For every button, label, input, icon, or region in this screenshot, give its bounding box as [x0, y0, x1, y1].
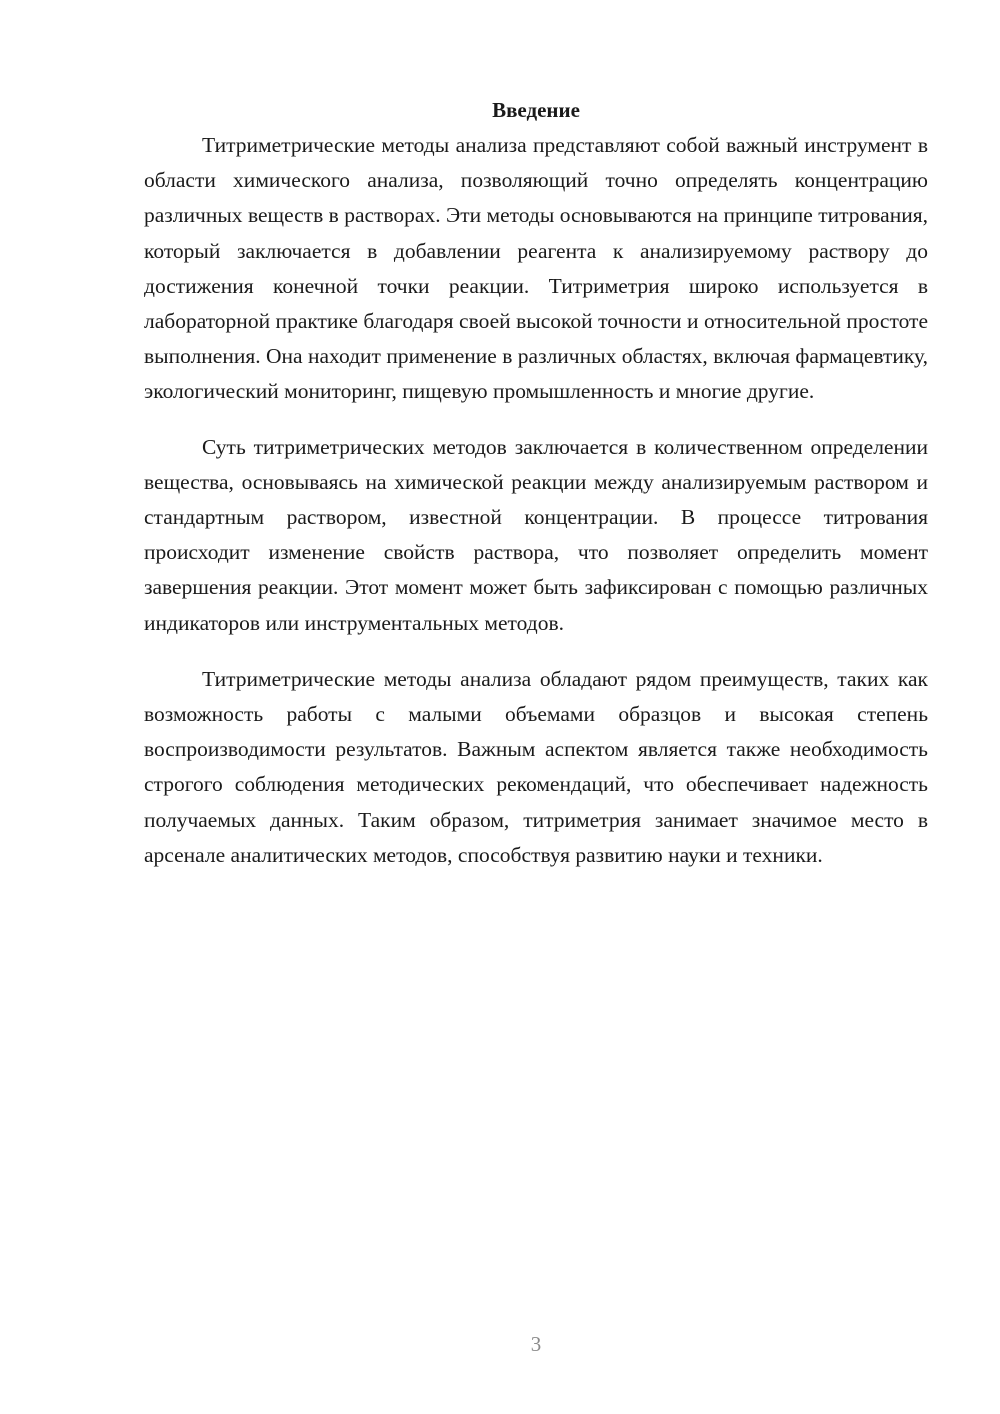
- paragraph-intro: Титриметрические методы анализа представляют собой важный инструмент в области химического анализа, позволяющий точно определять концентрацию различных веществ в растворах. Эти методы основываются на принципе титрования, который заключается в добавлении реагента к анализируемому раствору до достижения конечной точки реакции. Титриметрия широко используется в лабораторной практике благодаря своей высокой точности и относительной простоте выполнения. Она находит применение в различных областях, включая фармацевтику, экологический мониторинг, пищевую промышленность и многие другие.: [144, 133, 928, 404]
- section-title: Введение: [492, 98, 580, 122]
- page-number: 3: [530, 1332, 542, 1356]
- paragraph-advantages: Титриметрические методы анализа обладают рядом преимуществ, таких как возможность работы с малыми объемами образцов и высокая степень воспроизводимости результатов. Важным аспектом является также необходимость строгого соблюдения методических рекомендаций, что обеспечивает надежность получаемых данных. Таким образом, титриметрия занимает значимое место в арсенале аналитических методов, способствуя развитию науки и техники.: [144, 666, 928, 867]
- paragraph-essence: Суть титриметрических методов заключается в количественном определении вещества, основываясь на химической реакции между анализируемым раствором и стандартным раствором, известной концентрации. В процессе титрования происходит изменение свойств раствора, что позволяет определить момент завершения реакции. Этот момент может быть зафиксирован с помощью различных индикаторов или инструментальных методов.: [144, 434, 928, 635]
- page-content: [144, 93, 928, 873]
